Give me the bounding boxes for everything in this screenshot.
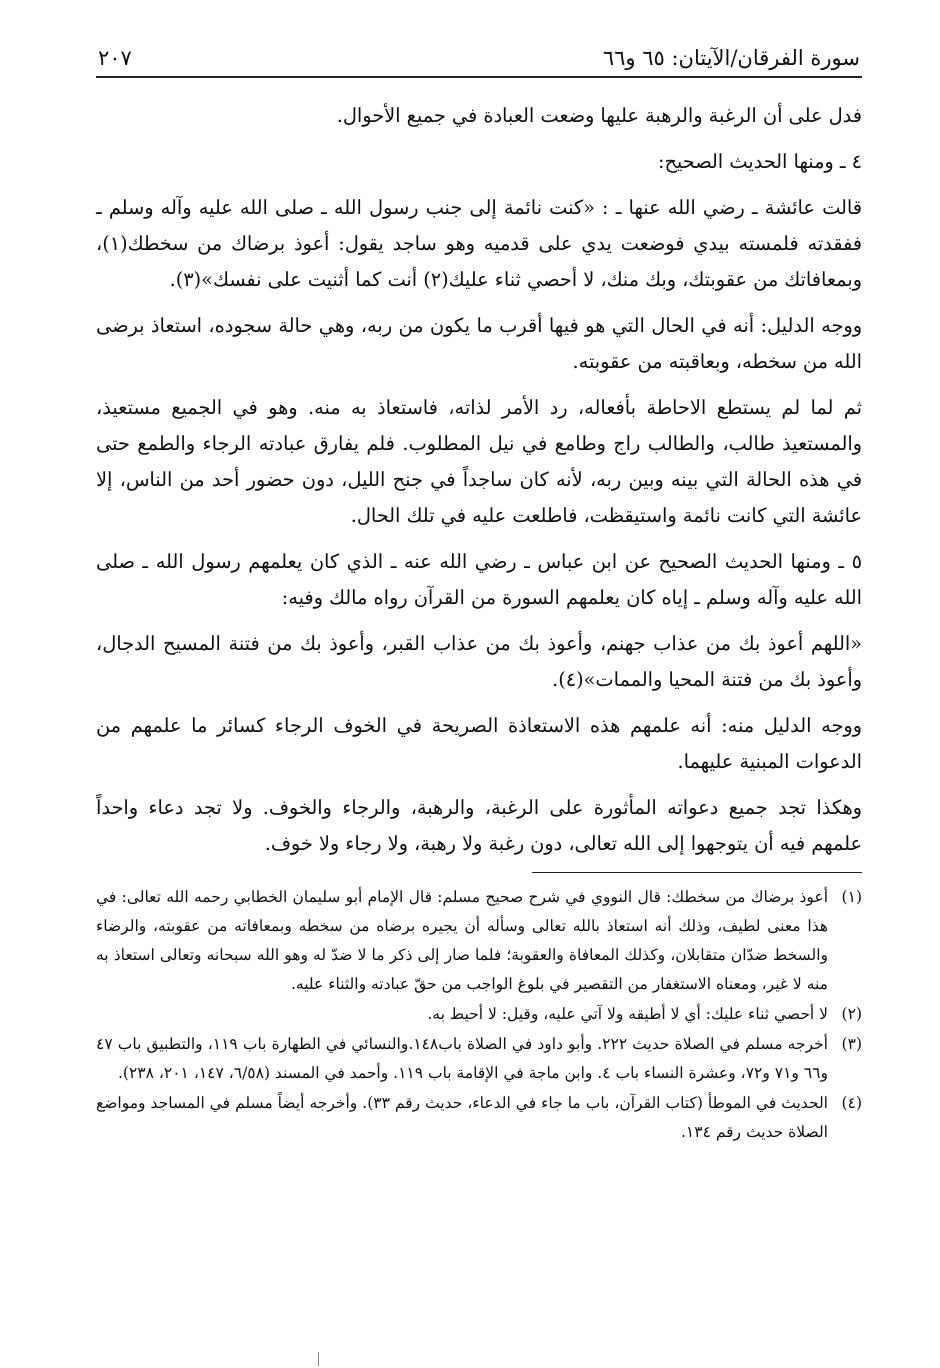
footnote-2 [96, 1000, 862, 1029]
paragraph-7-dua: «اللهم أعوذ بك من عذاب جهنم، وأعوذ بك من عذاب القبر، وأعوذ بك من فتنة المسيح الدجال، وأعوذ بك من فتنة المحيا والممات»(٤). [96, 632, 862, 691]
footnote-text: الحديث في الموطأ (كتاب القرآن، باب ما جاء في الدعاء، حديث رقم ٣٣). وأخرجه أيضاً مسلم في المساجد ومواضع الصلاة حديث رقم ١٣٤. [96, 1094, 828, 1141]
binding-mark [318, 1352, 319, 1366]
paragraph-8: ووجه الدليل منه: أنه علمهم هذه الاستعاذة الصريحة في الخوف الرجاء كسائر ما علمهم من الدعوات المبنية عليهما. [96, 714, 862, 773]
footnote-number: (٣) [841, 1035, 862, 1053]
paragraph-9: وهكذا تجد جميع دعواته المأثورة على الرغبة، والرهبة، والرجاء والخوف. ولا تجد دعاء واحداً علمهم فيه أن يتوجهوا إلى الله تعالى، دون رغبة ولا رهبة، ولا رجاء ولا خوف. [96, 796, 862, 855]
footnote-number: (١) [841, 888, 862, 906]
footnote-number: (٢) [841, 1005, 862, 1023]
footnote-text: أعوذ برضاك من سخطك: قال النووي في شرح صحيح مسلم: قال الإمام أبو سليمان الخطابي رحمه الله تعالى: في هذا معنى لطيف، وذلك أنه استعاذ بالله تعالى وسأله أن يجيره برضاه من سخطه وبمعافاته من عقوبته، والرضاء والسخط ضدّان متقابلان، وكذلك المعافاة والعقوبة؛ فلما صار إلى ذكر ما لا ضدّ له وهو الله سبحانه وتعالى استعاذ به منه لا غير، ومعناه الاستغفار من التقصير في بلوغ الواجب من حقّ عبادته والثناء عليه. [96, 888, 828, 993]
paragraph-2-heading: ٤ ـ ومنها الحديث الصحيح: [657, 150, 862, 173]
running-header [96, 30, 862, 78]
footnotes [96, 883, 862, 1147]
paragraph-3-hadith-aisha: قالت عائشة ـ رضي الله عنها ـ : «كنت نائمة إلى جنب رسول الله ـ صلى الله عليه وآله وسلم ـ ففقدته فلمسته بيدي فوضعت يدي على قدميه وهو ساجد يقول: أعوذ برضاك من سخطك(١)، وبمعافاتك من عقوبتك، وبك منك، لا أحصي ثناء عليك(٢) أنت كما أثنيت على نفسك»(٣). [96, 196, 862, 291]
footnote-separator [532, 872, 862, 873]
page-number: ٢٠٧ [98, 46, 132, 70]
footnote-3 [96, 1030, 862, 1088]
paragraph-4: ووجه الدليل: أنه في الحال التي هو فيها أقرب ما يكون من ربه، وهي حالة سجوده، استعاذ برضى الله من سخطه، وبعاقبته من عقوبته. [96, 314, 862, 373]
footnote-number: (٤) [841, 1094, 862, 1112]
main-text [96, 98, 862, 862]
paragraph-6: ٥ ـ ومنها الحديث الصحيح عن ابن عباس ـ رضي الله عنه ـ الذي كان يعلمهم رسول الله ـ صلى الله عليه وآله وسلم ـ إياه كان يعلمهم السورة من القرآن رواه مالك وفيه: [96, 550, 862, 609]
footnote-4 [96, 1089, 862, 1147]
footnote-1 [96, 883, 862, 999]
footnote-text: لا أحصي ثناء عليك: أي لا أطيقه ولا آتي عليه، وقيل: لا أحيط به. [427, 1005, 828, 1023]
running-title: سورة الفرقان/الآيتان: ٦٥ و٦٦ [602, 46, 860, 70]
paragraph-1: فدل على أن الرغبة والرهبة عليها وضعت العبادة في جميع الأحوال. [336, 104, 862, 127]
paragraph-5: ثم لما لم يستطع الاحاطة بأفعاله، رد الأمر لذاته، فاستعاذ به منه. وهو في الجميع مستعيذ، والمستعيذ طالب، والطالب راج وطامع في نيل المطلوب. فلم يفارق عبادته الرجاء والطمع حتى في هذه الحالة التي بينه وبين ربه، لأنه كان ساجداً في جنح الليل، دون حضور أحد من الناس، إلا عائشة التي كانت نائمة واستيقظت، فاطلعت عليه في تلك الحال. [96, 396, 862, 527]
footnote-text: أخرجه مسلم في الصلاة حديث ٢٢٢. وأبو داود في الصلاة باب١٤٨.والنسائي في الطهارة باب ١١٩، والتطبيق باب ٤٧ و٦٦ و٧١ و٧٢، وعشرة النساء باب ٤. وابن ماجة في الإقامة باب ١١٩. وأحمد في المسند (٦/٥٨، ١٤٧، ٢٠١، ٢٣٨). [96, 1035, 828, 1082]
